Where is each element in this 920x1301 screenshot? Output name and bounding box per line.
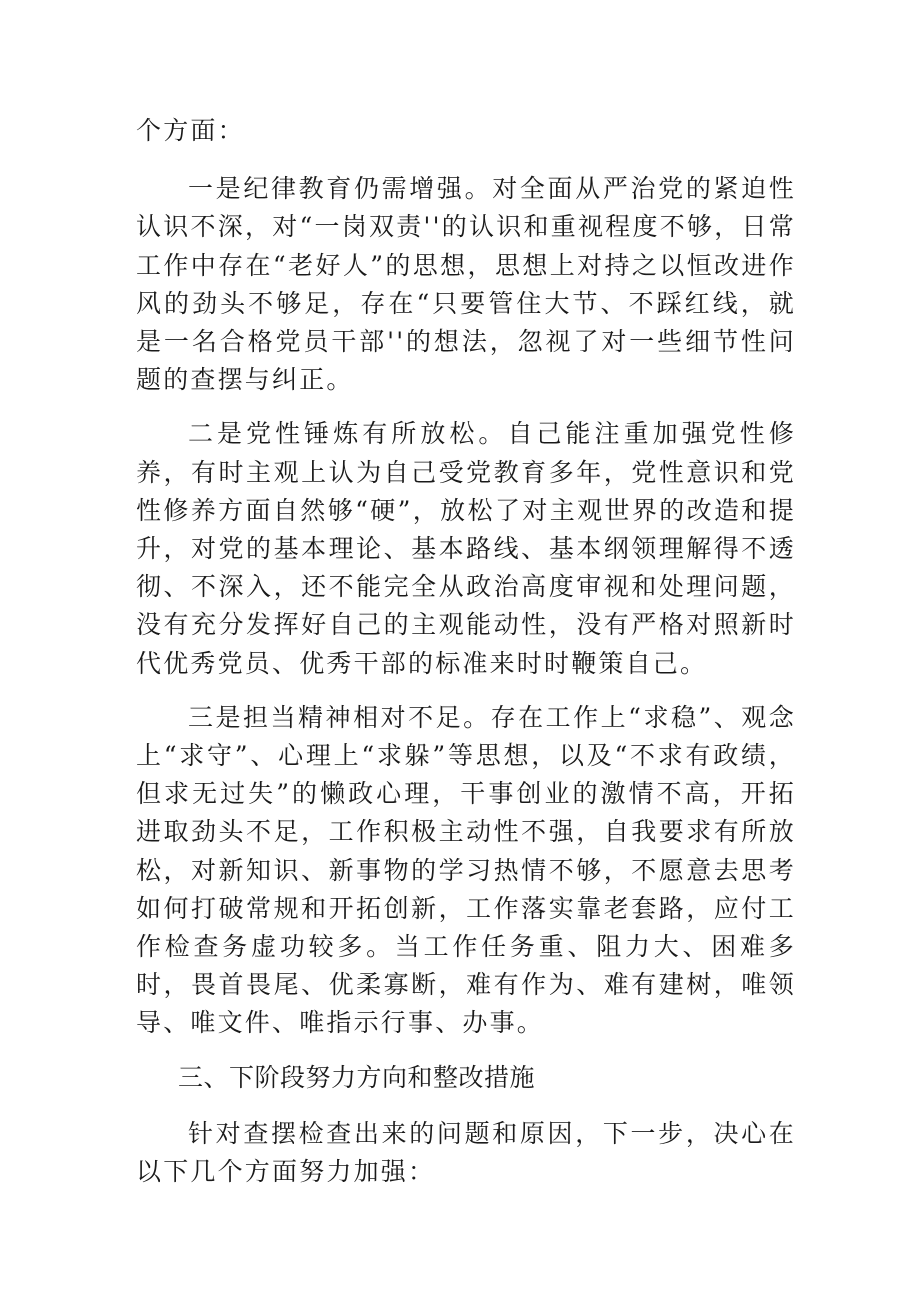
paragraph-responsibility: 三是担当精神相对不足。存在工作上“求稳”、观念上“求守”、心理上“求躲”等思想，以及“不求有政绩，但求无过失”的懒政心理，干事创业的激情不高，开拓进取劲头不足，工作积极主动性不强，自我要求有所放松，对新知识、新事物的学习热情不够，不愿意去思考如何打破常规和开拓创新，工作落实靠老套路，应付工作检查务虚功较多。当工作任务重、阻力大、困难多时，畏首畏尾、优柔寡断，难有作为、难有建树，唯领导、唯文件、唯指示行事、办事。 — [136, 702, 796, 1038]
paragraph-party-spirit: 二是党性锤炼有所放松。自己能注重加强党性修养，有时主观上认为自己受党教育多年，党性意识和党性修养方面自然够“硬”，放松了对主观世界的改造和提升，对党的基本理论、基本路线、基本纲领理解得不透彻、不深入，还不能完全从政治高度审视和处理问题，没有充分发挥好自己的主观能动性，没有严格对照新时代优秀党员、优秀干部的标准来时时鞭策自己。 — [136, 419, 796, 678]
paragraph-continuation: 个方面： — [136, 116, 245, 145]
document-body — [136, 112, 796, 1207]
paragraph-discipline-education: 一是纪律教育仍需增强。对全面从严治党的紧迫性认识不深，对“一岗双责''的认识和重视程度不够，日常工作中存在“老好人”的思想，思想上对持之以恒改进作风的劲头不够足，存在“只要管住大节、不踩红线，就是一名合格党员干部''的想法，忽视了对一些细节性问题的查摆与纠正。 — [136, 174, 796, 395]
section-heading: 三、下阶段努力方向和整改措施 — [178, 1062, 536, 1092]
paragraph-next-steps: 针对查摆检查出来的问题和原因，下一步，决心在以下几个方面努力加强： — [136, 1118, 796, 1187]
